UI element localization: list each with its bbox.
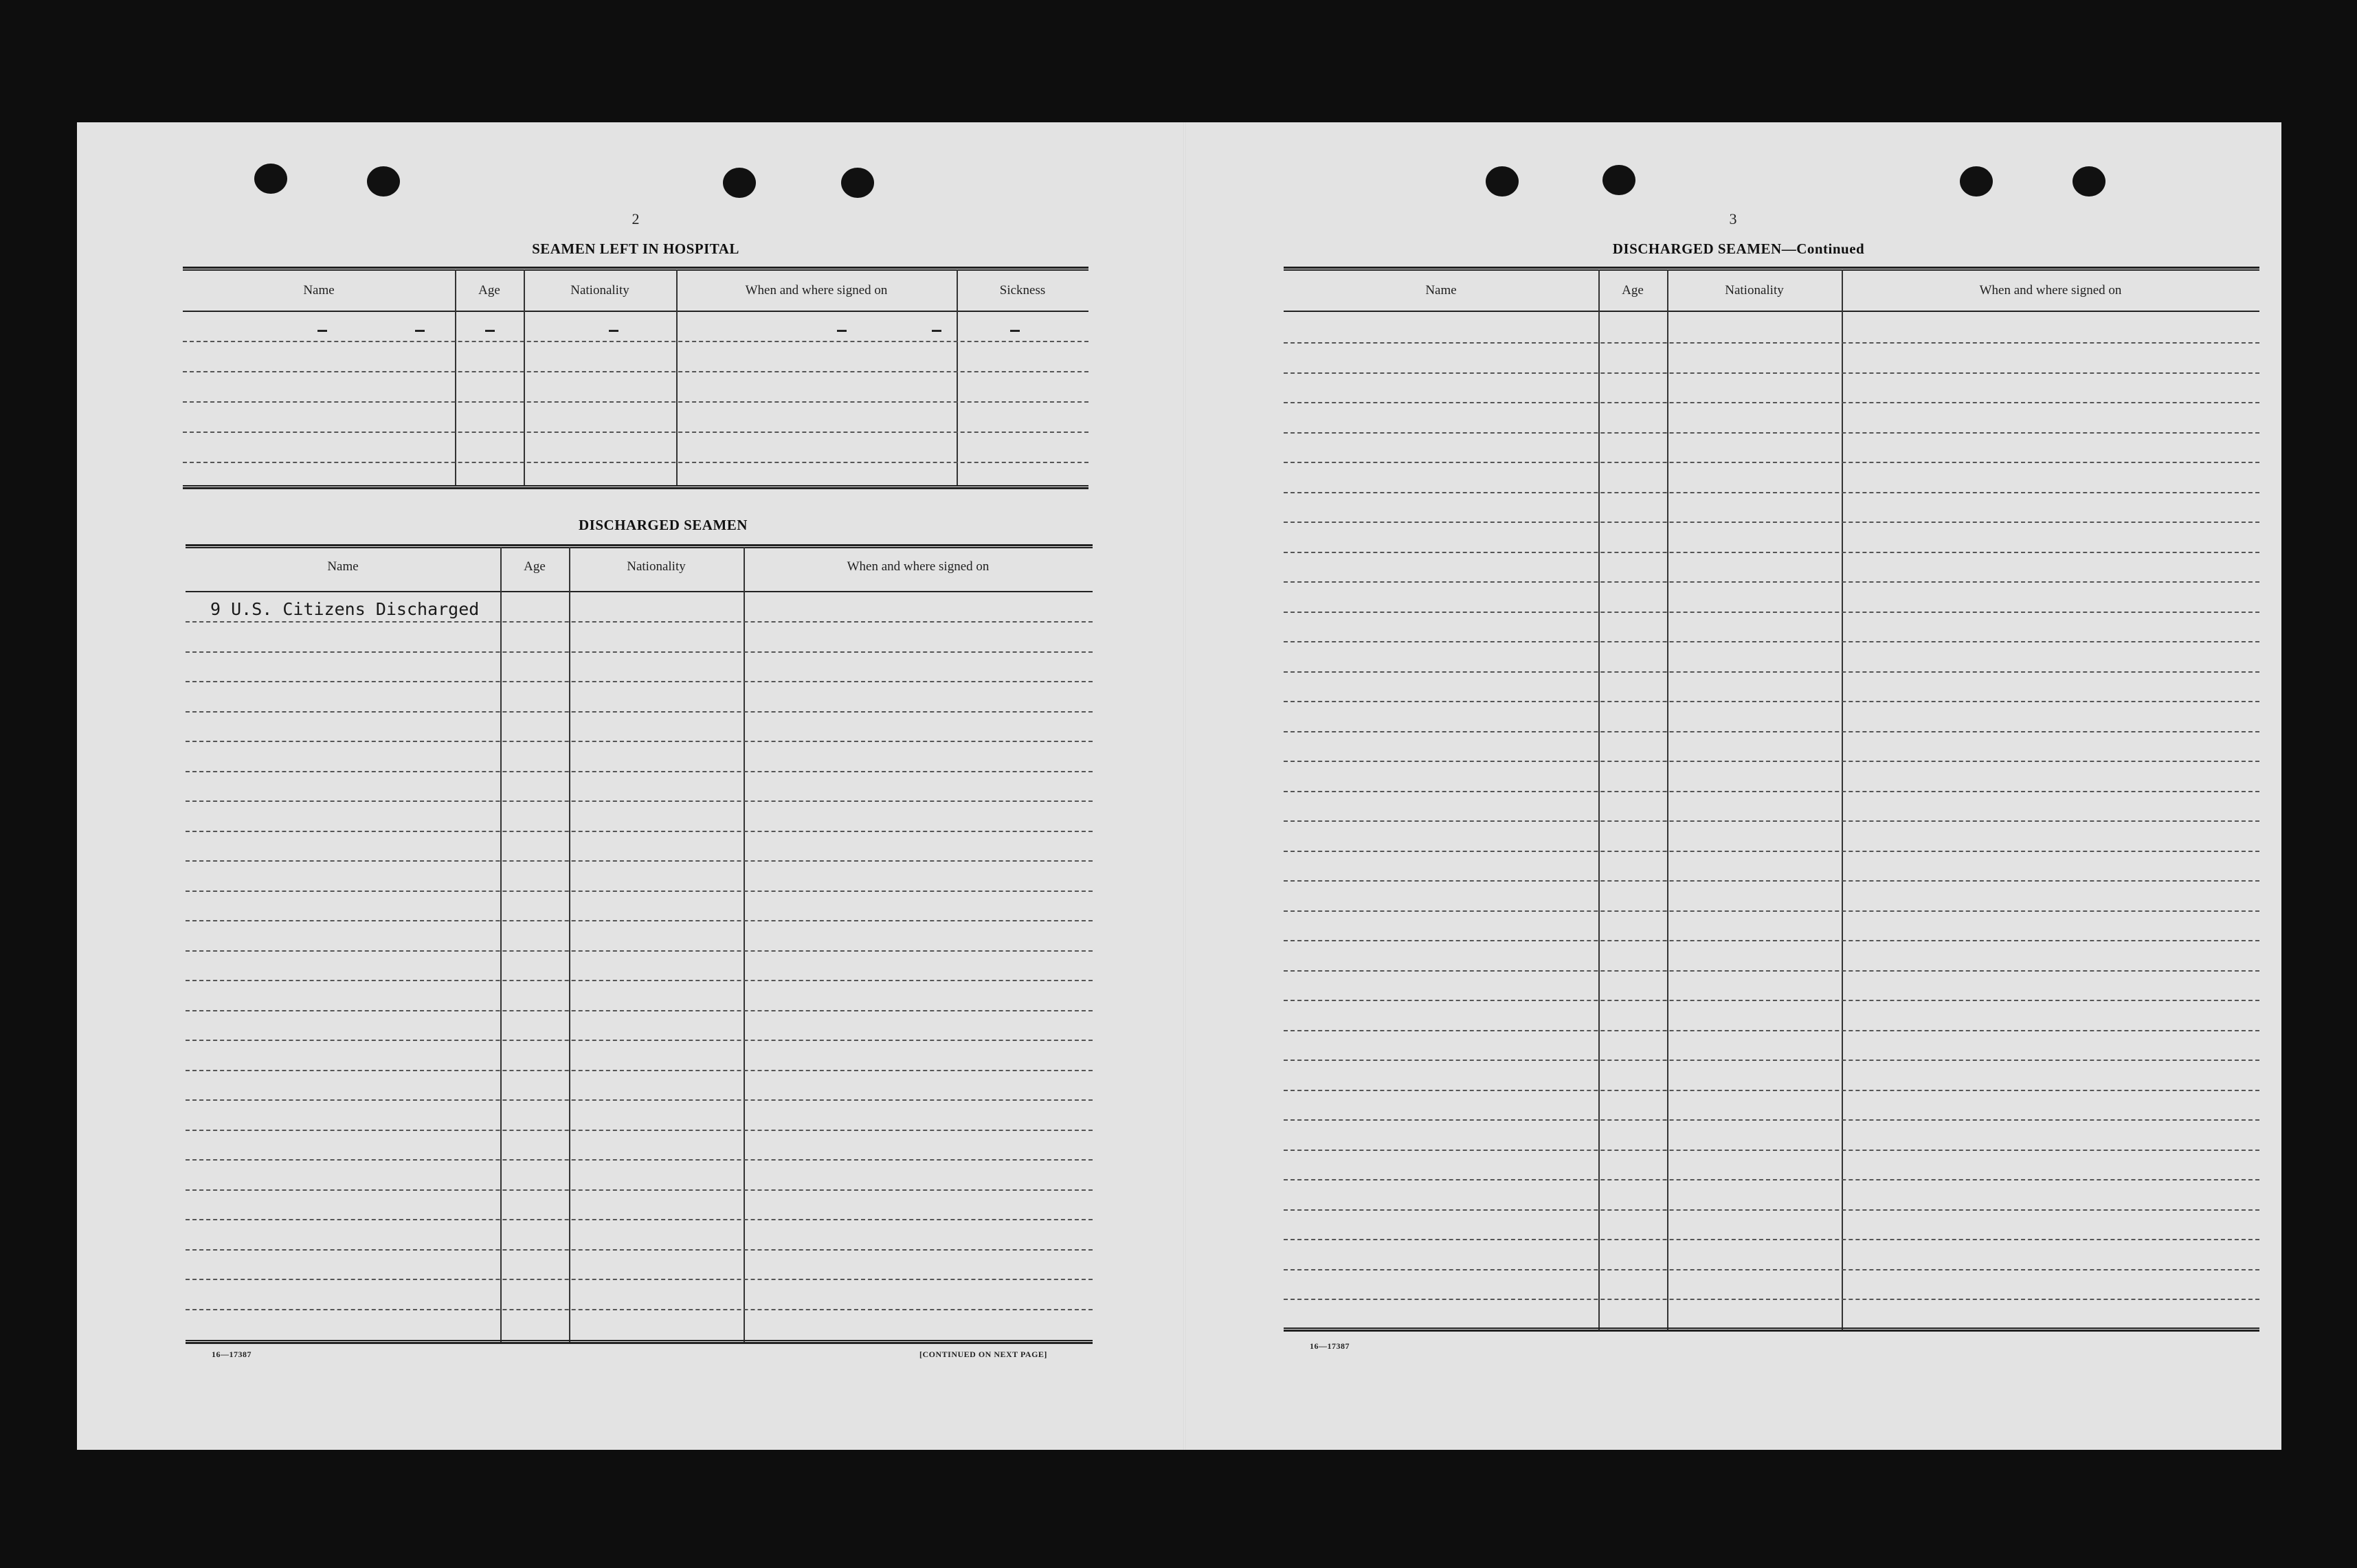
table-row — [1284, 402, 2259, 403]
discharged-table — [186, 544, 1093, 1349]
table-row — [1284, 1030, 2259, 1031]
table-row — [1284, 522, 2259, 523]
blank-dash — [485, 330, 495, 332]
col-header-nationality: Nationality — [570, 283, 629, 298]
table-row — [186, 681, 1093, 682]
table-row — [183, 462, 1088, 463]
page-fold — [1183, 122, 1185, 1450]
table-row — [1284, 581, 2259, 583]
table-row — [1284, 1060, 2259, 1061]
table-row — [186, 651, 1093, 653]
blank-dash — [609, 330, 618, 332]
table-row — [186, 621, 1093, 623]
table-row — [186, 1159, 1093, 1161]
page-number-right: 3 — [1729, 210, 1737, 227]
col-header-age: Age — [478, 283, 500, 298]
discharged-section-title: DISCHARGED SEAMEN — [579, 517, 748, 533]
table-row — [186, 920, 1093, 921]
punch-hole — [2073, 166, 2105, 197]
table-row — [1284, 1179, 2259, 1180]
table-row — [1284, 612, 2259, 613]
typed-entry: 9 U.S. Citizens Discharged — [210, 599, 480, 619]
table-row — [186, 800, 1093, 802]
blank-dash — [1010, 330, 1020, 332]
table-row — [1284, 462, 2259, 463]
col-header-nationality: Nationality — [627, 559, 686, 574]
table-row — [1284, 851, 2259, 852]
punch-hole — [1486, 166, 1519, 197]
table-row — [1284, 1269, 2259, 1270]
table-row — [1284, 970, 2259, 972]
form-number-right: 16—17387 — [1310, 1341, 1350, 1351]
table-row — [186, 1070, 1093, 1071]
punch-hole — [254, 164, 287, 194]
table-row — [186, 1219, 1093, 1220]
table-row — [1284, 1299, 2259, 1300]
table-row — [186, 1189, 1093, 1191]
table-row — [1284, 1000, 2259, 1001]
table-row — [186, 1040, 1093, 1041]
table-row — [186, 1099, 1093, 1101]
col-header-nationality: Nationality — [1725, 283, 1784, 298]
hospital-table — [183, 267, 1088, 493]
table-row — [1284, 910, 2259, 912]
col-header-age: Age — [1622, 283, 1644, 298]
blank-dash — [317, 330, 327, 332]
blank-dash — [932, 330, 941, 332]
table-row — [1284, 761, 2259, 762]
table-row — [186, 831, 1093, 832]
blank-dash — [415, 330, 425, 332]
table-row — [186, 1130, 1093, 1131]
punch-hole — [1602, 165, 1635, 195]
table-row — [186, 1249, 1093, 1251]
table-row — [1284, 432, 2259, 434]
col-header-signed-on: When and where signed on — [1979, 283, 2122, 298]
document-sheet — [77, 122, 2281, 1450]
table-row — [1284, 731, 2259, 732]
blank-dash — [837, 330, 847, 332]
col-header-name: Name — [303, 283, 335, 298]
table-row — [183, 432, 1088, 433]
table-row — [1284, 1150, 2259, 1151]
table-row — [1284, 1090, 2259, 1091]
table-row — [1284, 671, 2259, 673]
table-row — [186, 891, 1093, 892]
col-header-age: Age — [524, 559, 546, 574]
punch-hole — [841, 168, 874, 198]
table-row — [183, 341, 1088, 342]
table-row — [1284, 1209, 2259, 1211]
punch-hole — [367, 166, 400, 197]
table-row — [186, 860, 1093, 862]
table-row — [1284, 552, 2259, 553]
table-row — [186, 950, 1093, 952]
table-row — [186, 741, 1093, 742]
col-header-signed-on: When and where signed on — [745, 283, 888, 298]
table-row — [186, 1279, 1093, 1280]
discharged-continued-table — [1284, 267, 2259, 1337]
table-row — [1284, 820, 2259, 822]
table-row — [183, 401, 1088, 403]
table-row — [186, 711, 1093, 713]
discharged-continued-title: DISCHARGED SEAMEN—Continued — [1612, 240, 1865, 257]
table-row — [186, 1010, 1093, 1011]
table-row — [1284, 641, 2259, 642]
table-row — [1284, 940, 2259, 941]
table-row — [186, 771, 1093, 772]
col-header-sickness: Sickness — [999, 283, 1046, 298]
table-row — [1284, 701, 2259, 702]
table-row — [186, 980, 1093, 981]
table-row — [1284, 1119, 2259, 1121]
table-row — [1284, 492, 2259, 493]
punch-hole — [1960, 166, 1993, 197]
table-row — [186, 1309, 1093, 1310]
col-header-name: Name — [1425, 283, 1457, 298]
col-header-name: Name — [327, 559, 359, 574]
continued-note: [CONTINUED ON NEXT PAGE] — [919, 1349, 1047, 1359]
table-row — [1284, 372, 2259, 374]
page-number-left: 2 — [632, 210, 640, 227]
table-row — [183, 371, 1088, 372]
table-row — [1284, 342, 2259, 344]
table-row — [1284, 880, 2259, 882]
punch-hole — [723, 168, 756, 198]
hospital-section-title: SEAMEN LEFT IN HOSPITAL — [532, 240, 739, 257]
table-row — [1284, 791, 2259, 792]
table-row — [1284, 1239, 2259, 1240]
form-number-left: 16—17387 — [212, 1349, 252, 1359]
col-header-signed-on: When and where signed on — [847, 559, 990, 574]
